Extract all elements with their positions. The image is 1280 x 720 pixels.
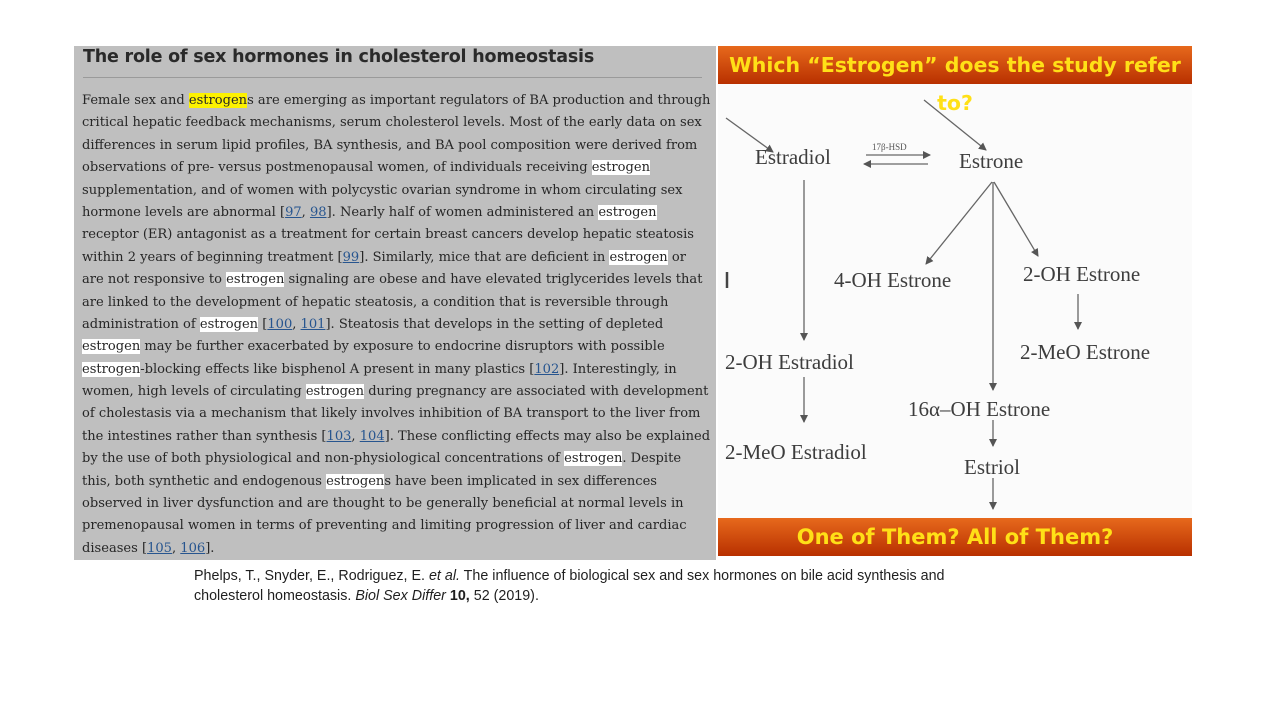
compound-2meo-estradiol: 2-MeO Estradiol: [725, 440, 867, 464]
highlighted-term: estrogen: [591, 160, 650, 176]
reference-link[interactable]: 106: [180, 540, 206, 556]
article-text: hormone levels are abnormal [: [82, 204, 286, 220]
arrow-estrone-to-4oh: [926, 182, 992, 264]
article-text: during pregnancy are associated with development: [364, 384, 709, 400]
article-text: -blocking effects like bisphenol A present in many plastics [: [140, 361, 535, 377]
question-banner: Which “Estrogen” does the study refer to?: [718, 46, 1192, 84]
article-text: this, both synthetic and endogenous: [82, 473, 327, 489]
article-line: [82, 426, 710, 448]
article-line: [82, 448, 710, 470]
article-text: critical hepatic feedback mechanisms, serum cholesterol levels. Most of the early data on sex: [82, 115, 702, 131]
citation-authors: Phelps, T., Snyder, E., Rodriguez, E.: [194, 568, 429, 584]
article-text: within 2 years of beginning treatment [: [82, 249, 343, 265]
article-text: differences in serum lipid profiles, BA synthesis, and BA pool composition were derived from: [82, 137, 698, 153]
article-text: s are emerging as important regulators of BA production and through: [247, 93, 711, 108]
citation-pages-year: 52 (2019).: [469, 588, 539, 604]
article-text: are linked to the development of hepatic steatosis, a condition that is reversible through: [82, 294, 669, 310]
highlighted-term: estrogen: [188, 93, 248, 108]
article-text: the intestines rather than synthesis [: [82, 428, 327, 444]
reference-link[interactable]: 105: [147, 540, 172, 556]
reference-link[interactable]: 102: [534, 361, 560, 377]
compound-2oh-estrone: 2-OH Estrone: [1023, 262, 1141, 286]
citation-title: The influence of biological sex and sex hormones on bile acid synthesis and: [459, 568, 945, 584]
article-heading: The role of sex hormones in cholesterol homeostasis: [83, 47, 595, 67]
citation-etal: et al.: [428, 568, 460, 584]
article-line: [82, 90, 710, 112]
answer-banner: One of Them? All of Them?: [718, 518, 1192, 556]
compound-4oh-estrone: 4-OH Estrone: [834, 268, 952, 292]
article-line: [82, 269, 710, 291]
article-text: diseases [: [82, 540, 148, 556]
highlighted-term: estrogen: [199, 316, 259, 332]
highlighted-term: estrogen: [226, 272, 285, 288]
citation: [194, 566, 1094, 606]
article-line: [82, 381, 710, 403]
article-line: [82, 493, 710, 515]
article-line: [82, 247, 710, 269]
article-text: Female sex and: [82, 93, 189, 108]
article-text: of cholestasis via a mechanism that likely involves inhibition of BA transport to the liver from: [82, 406, 701, 422]
article-text: ].: [205, 540, 215, 556]
reference-link[interactable]: 100: [267, 316, 293, 332]
article-text: ,: [171, 540, 181, 556]
article-line: [82, 359, 710, 381]
article-text: ]. Similarly, mice that are deficient in: [359, 249, 610, 265]
article-line: [82, 292, 710, 314]
article-line: [82, 157, 710, 179]
arrow-into-estrone: [924, 100, 986, 150]
article-panel: [74, 46, 716, 560]
reference-link[interactable]: 104: [359, 428, 385, 444]
citation-volume: 10,: [445, 588, 470, 604]
citation-title-end: cholesterol homeostasis.: [194, 588, 356, 604]
article-text: women, high levels of circulating: [82, 384, 306, 400]
article-text: supplementation, and of women with polycystic ovarian syndrome in whom circulating sex: [82, 182, 683, 198]
article-text: signaling are obese and have elevated triglycerides levels that: [284, 272, 703, 288]
article-line: [82, 112, 710, 134]
article-text: s have been implicated in sex differences: [384, 473, 657, 489]
article-text: premenopausal women in terms of preventing and limiting progression of liver and cardiac: [82, 518, 687, 534]
article-line: [82, 403, 710, 425]
article-line: [82, 180, 710, 202]
highlighted-term: estrogen: [609, 249, 668, 265]
article-text: observations of pre- versus postmenopausal women, of individuals receiving: [82, 160, 592, 176]
estrogen-metabolism-diagram: [718, 84, 1192, 518]
article-line: [82, 314, 710, 336]
compound-estradiol: Estradiol: [755, 145, 831, 169]
citation-line-1: [194, 566, 1094, 586]
article-text: may be further exacerbated by exposure to endocrine disruptors with possible: [140, 339, 665, 355]
article-text: [: [258, 316, 268, 332]
compound-estrone: Estrone: [959, 149, 1024, 173]
arrow-estrone-to-2oh: [994, 182, 1038, 256]
highlighted-term: estrogen: [305, 384, 365, 400]
article-text: are not responsive to: [82, 272, 227, 288]
compound-2meo-estrone: 2-MeO Estrone: [1020, 340, 1151, 364]
article-line: [82, 224, 710, 246]
article-line: [82, 515, 710, 537]
article-text: ]. Nearly half of women administered an: [326, 204, 599, 220]
article-text: observed in liver dysfunction and are thought to be generally beneficial at normal levels in: [82, 496, 684, 512]
article-text: by the use of both physiological and non-physiological concentrations of: [82, 451, 565, 467]
compound-16a-oh-estrone: 16α–OH Estrone: [908, 397, 1051, 421]
highlighted-term: estrogen: [82, 339, 141, 355]
compound-2oh-estradiol: 2-OH Estradiol: [725, 350, 854, 374]
article-text: ,: [351, 428, 360, 444]
article-text: or: [667, 249, 686, 265]
article-text: ]. Steatosis that develops in the setting of depleted: [325, 316, 664, 332]
article-line: [82, 538, 710, 560]
article-text: ,: [292, 316, 301, 332]
reference-link[interactable]: 101: [300, 316, 326, 332]
highlighted-term: estrogen: [564, 451, 623, 467]
article-text: ,: [301, 204, 310, 220]
slide-panel: [718, 46, 1192, 556]
reference-link[interactable]: 98: [309, 204, 327, 220]
highlighted-term: estrogen: [82, 361, 141, 377]
reference-link[interactable]: 103: [326, 428, 352, 444]
article-text: administration of: [82, 316, 200, 332]
article-text: receptor (ER) antagonist as a treatment for certain breast cancers develop hepatic steatosis: [82, 227, 694, 243]
article-line: [82, 471, 710, 493]
article-text: ]. These conflicting effects may also be explained: [384, 428, 711, 444]
article-line: [82, 202, 710, 224]
article-line: [82, 135, 710, 157]
enzyme-label: 17β-HSD: [872, 142, 907, 152]
article-line: [82, 336, 710, 358]
compound-estriol: Estriol: [964, 455, 1020, 479]
article-body: [82, 90, 710, 560]
highlighted-term: estrogen: [326, 473, 385, 489]
article-text: . Despite: [622, 451, 682, 467]
article-text: ]. Interestingly, in: [559, 361, 677, 377]
heading-divider: [83, 77, 702, 78]
highlighted-term: estrogen: [598, 204, 657, 220]
reference-link[interactable]: 99: [342, 249, 360, 265]
citation-line-2: [194, 586, 1094, 606]
reference-link[interactable]: 97: [285, 204, 302, 220]
citation-journal: Biol Sex Differ: [355, 588, 446, 604]
